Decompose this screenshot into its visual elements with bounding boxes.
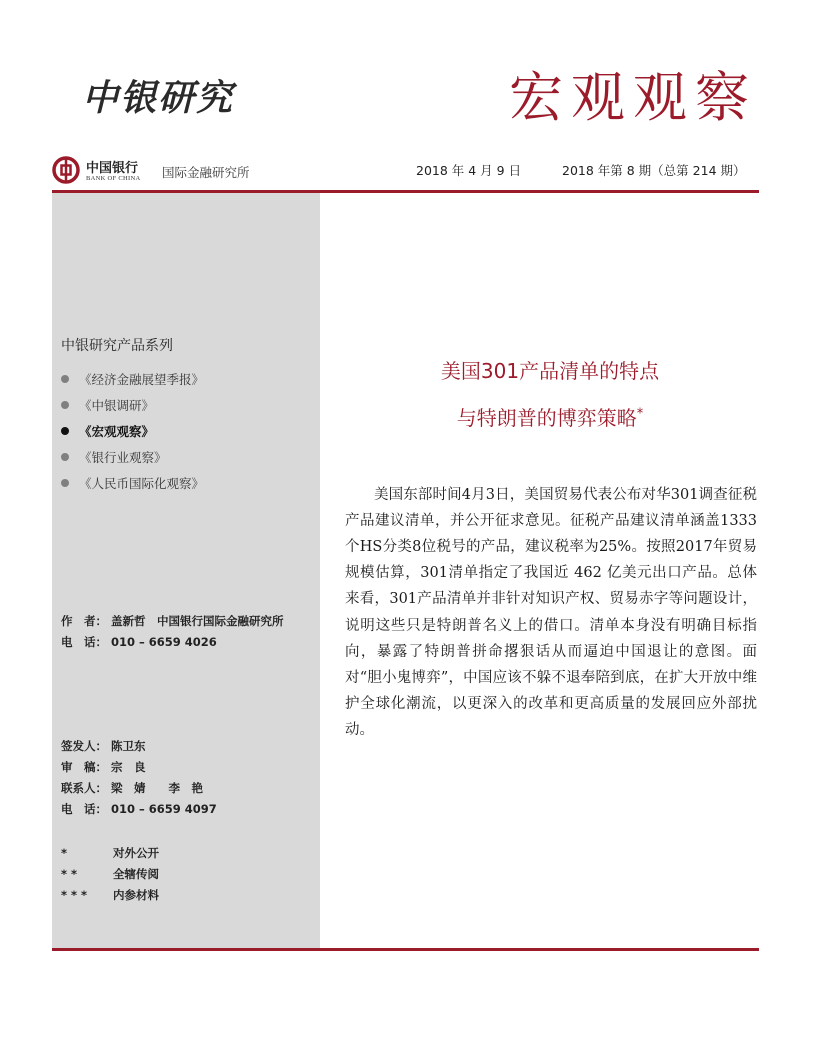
article-abstract: 美国东部时间4月3日，美国贸易代表公布对华301调查征税产品建议清单，并公开征求意见。征税产品建议清单涵盖1333个HS分类8位税号的产品，建议税率为25%。按照2017年贸易规模估算，301清单指定了我国近 462 亿美元出口产品。总体来看，301产品清单并非针对知识产权、贸易赤字等问题设计，说明这些只是特朗普名义上的借口。清单本身没有明确目标指向，暴露了特朗普拼命撂狠话从而逼迫中国退让的意图。面对“胆小鬼博弈”，中国应该不躲不退奉陪到底，在扩大开放中维护全球化潮流，以更深入的改革和更高质量的发展回应外部扰动。 bbox=[345, 486, 757, 739]
bullet-icon bbox=[61, 453, 69, 461]
contact-phone-row bbox=[61, 801, 217, 822]
series-item-label: 《中银调研》 bbox=[79, 398, 155, 413]
contacts-row bbox=[61, 780, 217, 801]
series-item[interactable] bbox=[61, 444, 204, 470]
article-title-line1: 美国301产品清单的特点 bbox=[440, 359, 660, 383]
bank-of-china-logo-icon bbox=[52, 156, 80, 184]
brand-calligraphy-logo: 中银研究 bbox=[82, 77, 235, 119]
bullet-icon bbox=[61, 427, 69, 435]
institute-name: 国际金融研究所 bbox=[162, 165, 250, 180]
approver-label: 签发人： bbox=[61, 739, 107, 753]
contacts-value: 梁 婧 李 艳 bbox=[111, 781, 203, 795]
access-stars: * bbox=[61, 846, 72, 860]
reviewer-value: 宗 良 bbox=[111, 760, 146, 774]
bank-name-en: BANK OF CHINA bbox=[86, 175, 141, 182]
access-label: 对外公开 bbox=[113, 846, 159, 860]
access-level-row bbox=[61, 866, 159, 887]
series-item-label: 《人民币国际化观察》 bbox=[79, 476, 205, 491]
article-title-line2-text: 与特朗普的博弈策略 bbox=[456, 406, 637, 430]
access-levels bbox=[61, 845, 159, 908]
access-stars: ** bbox=[61, 867, 82, 881]
bullet-icon bbox=[61, 375, 69, 383]
access-label: 全辖传阅 bbox=[113, 867, 159, 881]
contact-phone-label: 电 话： bbox=[61, 802, 107, 816]
series-item-label: 《经济金融展望季报》 bbox=[79, 372, 205, 387]
access-stars: *** bbox=[61, 888, 92, 902]
report-title: 宏观观察 bbox=[509, 66, 757, 129]
footnote-mark: * bbox=[636, 406, 644, 422]
series-item-current[interactable] bbox=[61, 418, 204, 444]
access-level-row bbox=[61, 845, 159, 866]
article-title-line2 bbox=[340, 402, 760, 431]
author-label: 作 者： bbox=[61, 614, 107, 628]
series-item[interactable] bbox=[61, 392, 204, 418]
reviewer-row bbox=[61, 759, 217, 780]
approver-row bbox=[61, 738, 217, 759]
access-level-row bbox=[61, 887, 159, 908]
bank-name-cn: 中国银行 bbox=[86, 161, 139, 176]
bottom-divider bbox=[52, 948, 759, 951]
bullet-icon bbox=[61, 479, 69, 487]
publication-date: 2018 年 4 月 9 日 bbox=[416, 163, 522, 178]
bullet-icon bbox=[61, 401, 69, 409]
sidebar-panel bbox=[52, 193, 320, 948]
author-row bbox=[61, 613, 284, 634]
series-item[interactable] bbox=[61, 470, 204, 496]
series-item-label: 《宏观观察》 bbox=[79, 424, 155, 439]
reviewer-label: 审 稿： bbox=[61, 760, 107, 774]
series-item[interactable] bbox=[61, 366, 204, 392]
author-info bbox=[61, 613, 284, 655]
author-phone-label: 电 话： bbox=[61, 635, 107, 649]
approver-value: 陈卫东 bbox=[111, 739, 146, 753]
contact-phone-value: 010 – 6659 4097 bbox=[111, 802, 217, 816]
author-phone-value: 010 – 6659 4026 bbox=[111, 635, 217, 649]
author-value: 盖新哲 中国银行国际金融研究所 bbox=[111, 614, 284, 628]
series-title: 中银研究产品系列 bbox=[61, 338, 173, 354]
editorial-info bbox=[61, 738, 217, 822]
issue-number: 2018 年第 8 期（总第 214 期） bbox=[562, 163, 746, 178]
series-item-label: 《银行业观察》 bbox=[79, 450, 167, 465]
author-phone-row bbox=[61, 634, 284, 655]
series-list bbox=[61, 366, 204, 496]
contacts-label: 联系人： bbox=[61, 781, 107, 795]
access-label: 内参材料 bbox=[113, 888, 159, 902]
